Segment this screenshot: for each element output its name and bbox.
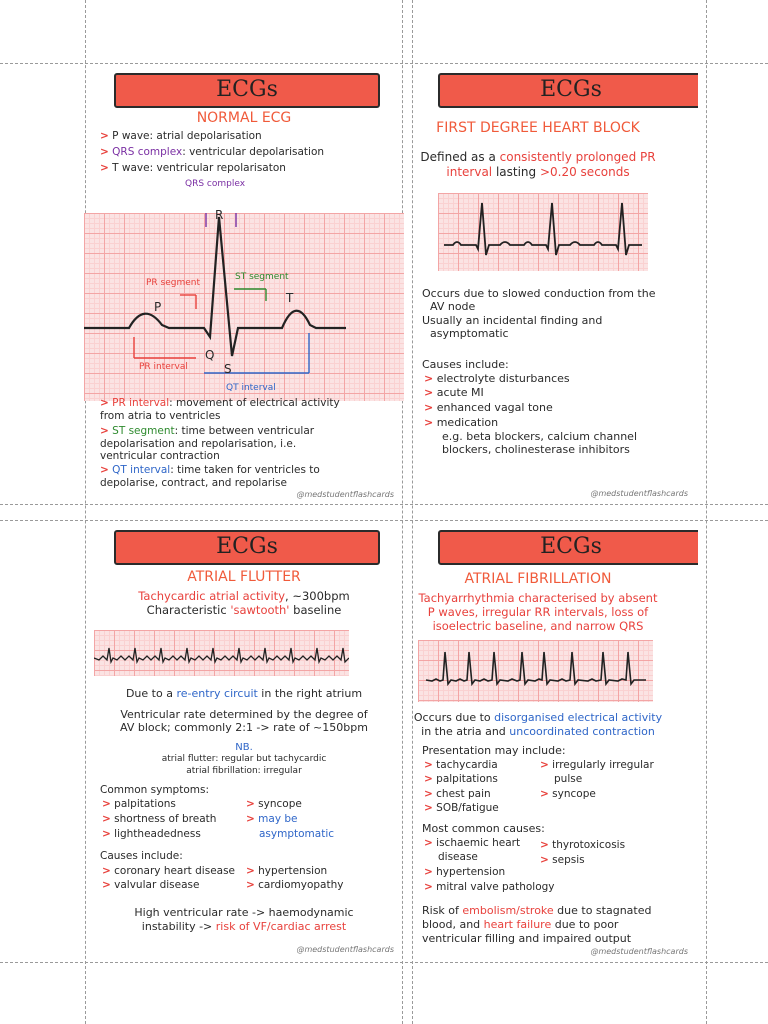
reentry-line: Due to a re-entry circuit in the right atrium (125, 687, 363, 700)
symptom-item: > syncope (246, 798, 302, 810)
occurs-line-2: AV node (430, 300, 476, 313)
card-atrial-flutter (84, 530, 404, 962)
afib-def-line-3: isoelectric baseline, and narrow QRS (432, 619, 644, 633)
chevron-icon: > (100, 397, 109, 409)
ecg-trace (94, 630, 349, 676)
cause-item: > medication (424, 416, 499, 429)
causes-label: Most common causes: (422, 822, 545, 835)
nb-line-1: atrial flutter: regular but tachycardic (161, 754, 327, 764)
chevron-icon: > (424, 386, 434, 399)
cause-item: > mitral valve pathology (424, 881, 555, 893)
chevron-icon: > (424, 416, 434, 429)
nb-label: NB. (235, 742, 253, 753)
cause-item: > hypertension (424, 866, 506, 878)
ecg-strip (418, 640, 653, 702)
symptom-item: > shortness of breath (102, 813, 217, 825)
presentation-item: > chest pain (424, 788, 491, 800)
def-qt-interval-cont: depolarise, contract, and repolarise (100, 477, 287, 489)
chevron-icon: > (246, 879, 255, 891)
chevron-icon: > (424, 372, 434, 385)
def-st-segment: > ST segment: time between ventricular (100, 425, 315, 437)
chevron-icon: > (102, 798, 111, 810)
flutter-line-2: Characteristic 'sawtooth' baseline (146, 603, 342, 617)
chevron-icon: > (102, 865, 111, 877)
card-atrial-fibrillation (378, 530, 698, 962)
label-t: T (286, 291, 294, 305)
high-rate-line-1: High ventricular rate -> haemodynamic (134, 906, 354, 919)
cause-item: > valvular disease (102, 879, 200, 891)
occurs-line-2: in the atria and uncoordinated contraction (421, 725, 655, 738)
label-st-segment: ST segment (235, 272, 289, 282)
cut-line-bottom (0, 962, 768, 963)
symptom-item: > may be (246, 813, 298, 825)
cause-item: > hypertension (246, 865, 328, 877)
afib-def-line-2: P waves, irregular RR intervals, loss of (427, 605, 649, 619)
chevron-icon: > (100, 146, 109, 158)
chevron-icon: > (540, 839, 549, 851)
card-first-degree-block (378, 73, 698, 505)
card-title: NORMAL ECG (196, 110, 292, 126)
def-pr-interval: > PR interval: movement of electrical activity (100, 397, 340, 409)
def-qt-interval: > QT interval: time taken for ventricles to (100, 464, 320, 476)
cause-item-cont: disease (438, 851, 478, 863)
chevron-icon: > (100, 162, 109, 174)
chevron-icon: > (424, 837, 433, 849)
usually-line-1: Usually an incidental finding and (422, 314, 603, 327)
label-qrs-complex: QRS complex (185, 179, 246, 189)
nb-line-2: atrial fibrillation: irregular (186, 766, 302, 776)
chevron-icon: > (102, 879, 111, 891)
medication-example-1: e.g. beta blockers, calcium channel (442, 430, 638, 443)
ecg-diagram (84, 213, 404, 401)
cause-item: > enhanced vagal tone (424, 401, 553, 414)
ecg-strip (94, 630, 349, 676)
credit-text: @medstudentflashcards (590, 947, 688, 956)
credit-text: @medstudentflashcards (296, 490, 394, 499)
def-st-segment-cont2: ventricular contraction (100, 450, 220, 462)
cut-line-top (0, 63, 768, 64)
card-title: FIRST DEGREE HEART BLOCK (436, 120, 640, 136)
risk-line-1: Risk of embolism/stroke due to stagnated (422, 904, 652, 917)
credit-text: @medstudentflashcards (296, 945, 394, 954)
presentation-item-cont: pulse (554, 773, 583, 785)
causes-label: Causes include: (100, 850, 183, 862)
causes-label: Causes include: (422, 358, 509, 371)
flutter-line-1: Tachycardic atrial activity, ~300bpm (138, 589, 350, 603)
card-banner: ECGs (114, 530, 380, 565)
symptoms-label: Common symptoms: (100, 784, 209, 796)
cause-item: > acute MI (424, 386, 484, 399)
label-r: R (215, 208, 224, 222)
high-rate-line-2: instability -> risk of VF/cardiac arrest (141, 920, 347, 933)
risk-line-3: ventricular filling and impaired output (422, 932, 632, 945)
bullet-p-wave: > P wave: atrial depolarisation (100, 130, 262, 142)
presentation-item: > SOB/fatigue (424, 802, 499, 814)
ecg-trace (438, 193, 648, 271)
presentation-item: > palpitations (424, 773, 498, 785)
chevron-icon: > (246, 865, 255, 877)
presentation-label: Presentation may include: (422, 744, 566, 757)
symptom-item: > lightheadedness (102, 828, 201, 840)
label-pr-segment: PR segment (146, 278, 201, 288)
chevron-icon: > (102, 828, 111, 840)
definition-line-2: interval lasting >0.20 seconds (446, 165, 630, 179)
occurs-line-1: Occurs due to slowed conduction from the (422, 287, 656, 300)
ecg-trace (84, 213, 404, 401)
presentation-item: > syncope (540, 788, 596, 800)
definition-line-1: Defined as a consistently prolonged PR (420, 150, 656, 164)
credit-text: @medstudentflashcards (590, 489, 688, 498)
chevron-icon: > (102, 813, 111, 825)
cause-item: > cardiomyopathy (246, 879, 344, 891)
chevron-icon: > (100, 464, 109, 476)
cause-item: > ischaemic heart (424, 837, 521, 849)
chevron-icon: > (424, 773, 433, 785)
card-title: ATRIAL FLUTTER (187, 569, 301, 585)
chevron-icon: > (424, 401, 434, 414)
presentation-item: > tachycardia (424, 759, 498, 771)
medication-example-2: blockers, cholinesterase inhibitors (442, 443, 630, 456)
chevron-icon: > (540, 854, 549, 866)
bullet-qrs: > QRS complex: ventricular depolarisation (100, 146, 325, 158)
cause-item: > coronary heart disease (102, 865, 236, 877)
def-pr-interval-cont: from atria to ventricles (100, 410, 221, 422)
card-normal-ecg (84, 73, 404, 505)
occurs-line-1: Occurs due to disorganised electrical activity (413, 711, 663, 724)
cause-item: > thyrotoxicosis (540, 839, 626, 851)
chevron-icon: > (246, 813, 255, 825)
ventricular-line-1: Ventricular rate determined by the degree of (120, 708, 368, 721)
symptom-item-cont: asymptomatic (259, 828, 335, 840)
card-banner: ECGs (114, 73, 380, 108)
chevron-icon: > (100, 425, 109, 437)
cut-line-middle-b (0, 520, 768, 521)
label-qt-interval: QT interval (226, 383, 276, 393)
symptom-item: > palpitations (102, 798, 176, 810)
ventricular-line-2: AV block; commonly 2:1 -> rate of ~150bpm (120, 721, 368, 734)
ecg-strip (438, 193, 648, 271)
label-q: Q (205, 348, 215, 362)
bullet-t-wave: > T wave: ventricular repolarisaton (100, 162, 286, 174)
card-banner: ECGs (438, 73, 698, 108)
presentation-item: > irregularly irregular (540, 759, 654, 771)
chevron-icon: > (424, 788, 433, 800)
usually-line-2: asymptomatic (430, 327, 509, 340)
card-banner: ECGs (438, 530, 698, 565)
label-pr-interval: PR interval (139, 362, 188, 372)
ecg-trace (418, 640, 653, 702)
risk-line-2: blood, and heart failure due to poor (422, 918, 619, 931)
def-st-segment-cont: depolarisation and repolarisation, i.e. (100, 438, 297, 450)
chevron-icon: > (424, 881, 433, 893)
label-s: S (224, 362, 232, 376)
chevron-icon: > (100, 130, 109, 142)
chevron-icon: > (424, 802, 433, 814)
cause-item: > sepsis (540, 854, 585, 866)
label-p: P (154, 300, 162, 314)
chevron-icon: > (246, 798, 255, 810)
card-title: ATRIAL FIBRILLATION (464, 571, 612, 587)
chevron-icon: > (540, 759, 549, 771)
cut-line-right (706, 0, 707, 1024)
chevron-icon: > (540, 788, 549, 800)
afib-def-line-1: Tachyarrhythmia characterised by absent (418, 591, 658, 605)
chevron-icon: > (424, 759, 433, 771)
cause-item: > electrolyte disturbances (424, 372, 570, 385)
chevron-icon: > (424, 866, 433, 878)
